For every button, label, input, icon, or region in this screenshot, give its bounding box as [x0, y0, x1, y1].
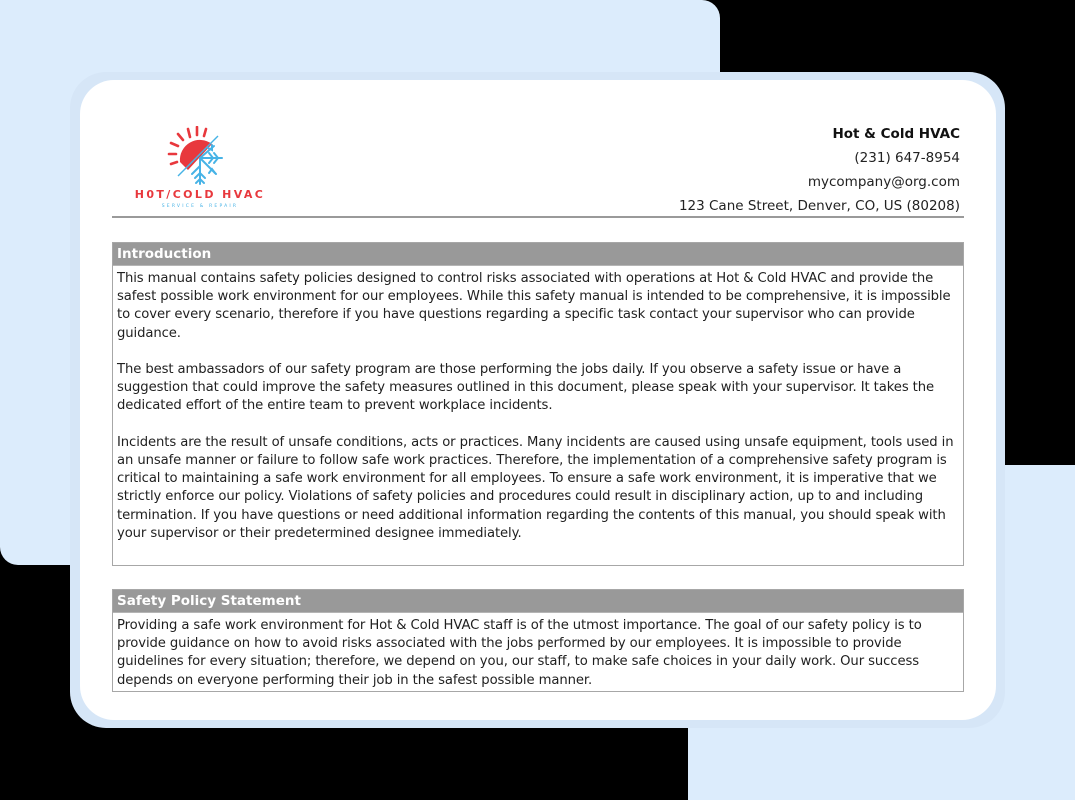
- company-contact-block: [679, 122, 960, 218]
- paragraph: This manual contains safety policies designed to control risks associated with operations at Hot & Cold HVAC and provide the safest possible work environment for our employees. While this safety manual is intended to be comprehensive, it is impossible to cover every scenario, therefore if you have questions regarding a specific task contact your supervisor who can provide guidance.: [117, 271, 951, 341]
- section-heading: Introduction: [113, 243, 963, 266]
- document-header: [112, 120, 964, 218]
- section-introduction: [112, 242, 964, 566]
- paragraph: Incidents are the result of unsafe conditions, acts or practices. Many incidents are caused using unsafe equipment, tools used in an unsafe manner or failure to follow safe work practices. Therefore, the implementation of a comprehensive safety program is critical to maintaining a safe work environment for all employees. To ensure a safe work environment, it is imperative that we strictly enforce our policy. Violations of safety policies and procedures could result in disciplinary action, up to and including termination. If you have questions or need additional information regarding the contents of this manual, you should speak with your supervisor or their predetermined designee immediately.: [117, 434, 954, 541]
- paragraph: Providing a safe work environment for Hot & Cold HVAC staff is of the utmost importance. The goal of our safety policy is to provide guidance on how to avoid risks associated with the jobs performed by our employees. It is impossible to provide guidelines for every situation; therefore, we depend on you, our staff, to make safe choices in your daily work. Our success depends on everyone performing their job in the safest possible manner.: [117, 618, 922, 688]
- company-name: Hot & Cold HVAC: [832, 126, 960, 142]
- document-card: [80, 80, 996, 720]
- logo-tagline: SERVICE & REPAIR: [161, 204, 239, 209]
- sun-snowflake-icon: [164, 126, 236, 188]
- company-logo: [120, 126, 280, 214]
- section-body: [113, 266, 963, 545]
- section-safety-policy-statement: [112, 589, 964, 692]
- logo-wordmark: H0T/COLD HVAC: [134, 188, 266, 201]
- section-body: [113, 613, 963, 692]
- company-phone: (231) 647-8954: [854, 150, 960, 166]
- company-email: mycompany@org.com: [807, 174, 960, 190]
- section-heading: Safety Policy Statement: [113, 590, 963, 613]
- paragraph: The best ambassadors of our safety program are those performing the jobs daily. If you observe a safety issue or have a suggestion that could improve the safety measures outlined in this document, please speak with your supervisor. It takes the dedicated effort of the entire team to prevent workplace incidents.: [117, 362, 935, 414]
- company-address: 123 Cane Street, Denver, CO, US (80208): [678, 198, 960, 214]
